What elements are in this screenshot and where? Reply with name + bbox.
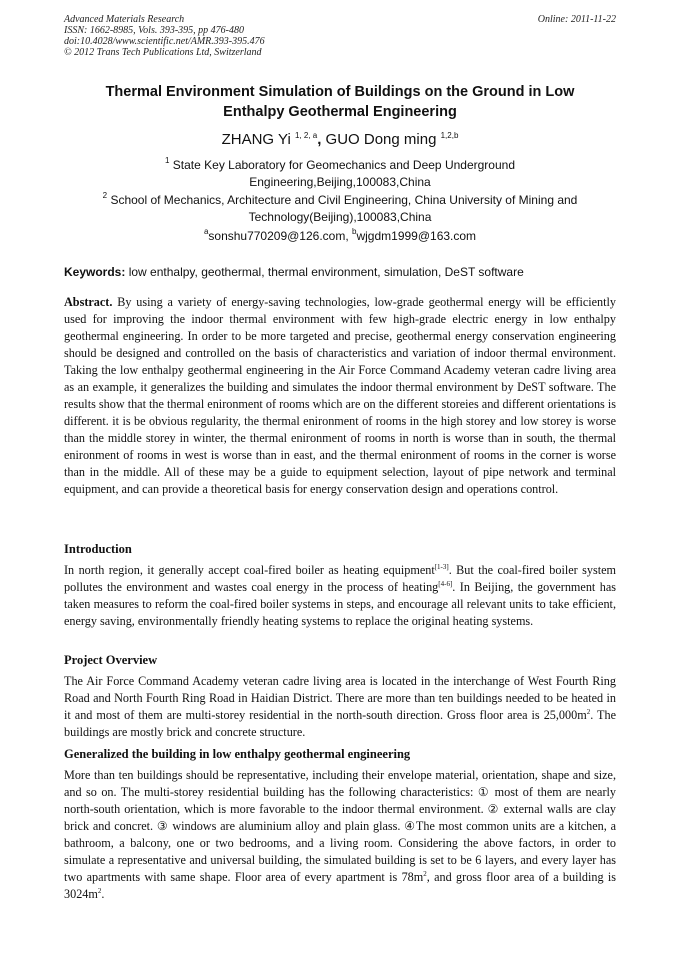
abstract-text: By using a variety of energy-saving technologies, low-grade geothermal energy will be efficiently used for improving the indoor thermal environment with few high-grade electric energy in low enthalpy geothermal engineering. In order to be more targeted and precise, geothermal energy conservation engineering should be designed and controlled on the basis of characteristics and variation of indoor thermal environment. Taking the low enthalpy geothermal engineering in the Air Force Command Academy veteran cadre living area as an example, it generalizes the building and simulates the indoor thermal environment by DeST software. The results show that the thermal enironment of rooms which are on the different storeies and different orientations is different. it is be obvious regularity, the thermal enironment of rooms in the high storey and low storey is worse than the middle storey in winter, the thermal enironment of rooms in north is worse than in south, the thermal enironment of rooms in west is worse than in east, and the thermal enironment of rooms in the corner is worse than in the middle. All of these may be a guide to equipment selection, layout of pipe network and terminal equipment, and can provide a theoretical basis for energy conservation design and operations control. (64, 295, 617, 496)
journal-issn: ISSN: 1662-8985, Vols. 393-395, pp 476-480 (64, 25, 244, 36)
generalized-text-3: . (101, 887, 105, 901)
email-a: sonshu770209@126.com, (208, 229, 349, 243)
title-line-1: Thermal Environment Simulation of Buildings on the Ground in Low (105, 84, 575, 100)
author-2-name: GUO Dong ming (325, 131, 437, 148)
affiliation-2-line-1: School of Mechanics, Architecture and Civil Engineering, China University of Mining and (110, 193, 578, 207)
intro-text-3: . In Beijing, the government has taken measures to reform the coal-fired boiler systems in steps, and encourage all relevant units to take efficient, energy saving, environmentally friendly heating systems to replace the original heating systems. (64, 580, 616, 628)
abstract (64, 294, 616, 498)
email-b-sup: b (352, 227, 357, 236)
generalized-sup-2: 2 (97, 887, 102, 895)
affiliation-1-line-1: State Key Laboratory for Geomechanics and Deep Underground (172, 158, 515, 172)
intro-text-1: In north region, it generally accept coal-fired boiler as heating equipment (64, 563, 435, 577)
project-text-1: The Air Force Command Academy veteran cadre living area is located in the interchange of West Fourth Ring Road and North Fourth Ring Road in Haidian District. There are more than ten buildings needed to be heated in it and most of them are multi-storey residential in the north-south direction. Gross floor area is 25,000m (64, 674, 616, 722)
project-heading: Project Overview (64, 653, 158, 667)
intro-ref-1: [1-3] (434, 563, 449, 571)
affiliation-2-sup: 2 (102, 191, 108, 200)
author-2-affil: 1,2,b (440, 131, 459, 140)
generalized-sup-1: 2 (423, 870, 427, 878)
generalized-text-1: More than ten buildings should be representative, including their envelope material, orientation, shape and size, and so on. The multi-storey residential building has the following characteristics: ① most of them are nearly north-south orientation, which is more favorable to the indoor thermal environment. ② external walls are clay brick and concret. ③ windows are aluminium alloy and plain glass. ④The most common units are a kitchen, a bathroom, a balcony, one or two bedrooms, and a living room. Considering the above factors, in order to simulate a representative and universal building, the simulated building is set to be 6 layers, and every layer has two apartments with same shape. Floor area of every apartment is 78m (64, 768, 616, 884)
online-date: Online: 2011-11-22 (537, 14, 616, 25)
email-b: wjgdm1999@163.com (356, 229, 477, 243)
author-1-name: ZHANG Yi (221, 131, 291, 148)
affiliation-1-sup: 1 (164, 156, 170, 165)
project-sup: 2 (586, 708, 591, 716)
affiliation-1-line-2: Engineering,Beijing,100083,China (249, 175, 431, 189)
introduction-heading: Introduction (64, 542, 132, 556)
project-text-2: . The buildings are mostly brick and concrete structure. (64, 708, 616, 739)
author-separator: , (317, 131, 322, 148)
journal-header (64, 14, 616, 58)
keywords-text: low enthalpy, geothermal, thermal environment, simulation, DeST software (128, 265, 524, 279)
project-paragraph (64, 673, 616, 741)
journal-name: Advanced Materials Research (64, 14, 185, 25)
affiliation-2 (80, 192, 600, 226)
generalized-heading: Generalized the building in low enthalpy geothermal engineering (64, 747, 411, 761)
keywords-label: Keywords: (64, 265, 126, 279)
author-list (64, 130, 616, 150)
introduction-paragraph (64, 562, 616, 630)
email-a-sup: a (203, 227, 209, 236)
author-1-affil: 1, 2, a (294, 131, 318, 140)
generalized-text-2: , and gross floor area of a building is 3024m (64, 870, 616, 901)
keywords (64, 264, 616, 280)
generalized-paragraph (64, 767, 616, 903)
intro-ref-2: [4-6] (438, 580, 453, 588)
affiliation-1 (80, 157, 600, 191)
journal-doi: doi:10.4028/www.scientific.net/AMR.393-395.476 (64, 36, 265, 47)
journal-copyright: © 2012 Trans Tech Publications Ltd, Switzerland (64, 47, 262, 58)
title-line-2: Enthalpy Geothermal Engineering (223, 104, 457, 120)
intro-text-2: . But the coal-fired boiler system pollutes the environment and wastes coal energy in the process of heating (64, 563, 616, 594)
abstract-label: Abstract. (64, 295, 113, 309)
paper-title (64, 82, 616, 122)
affiliation-2-line-2: Technology(Beijing),100083,China (248, 210, 432, 224)
author-emails (80, 228, 600, 245)
